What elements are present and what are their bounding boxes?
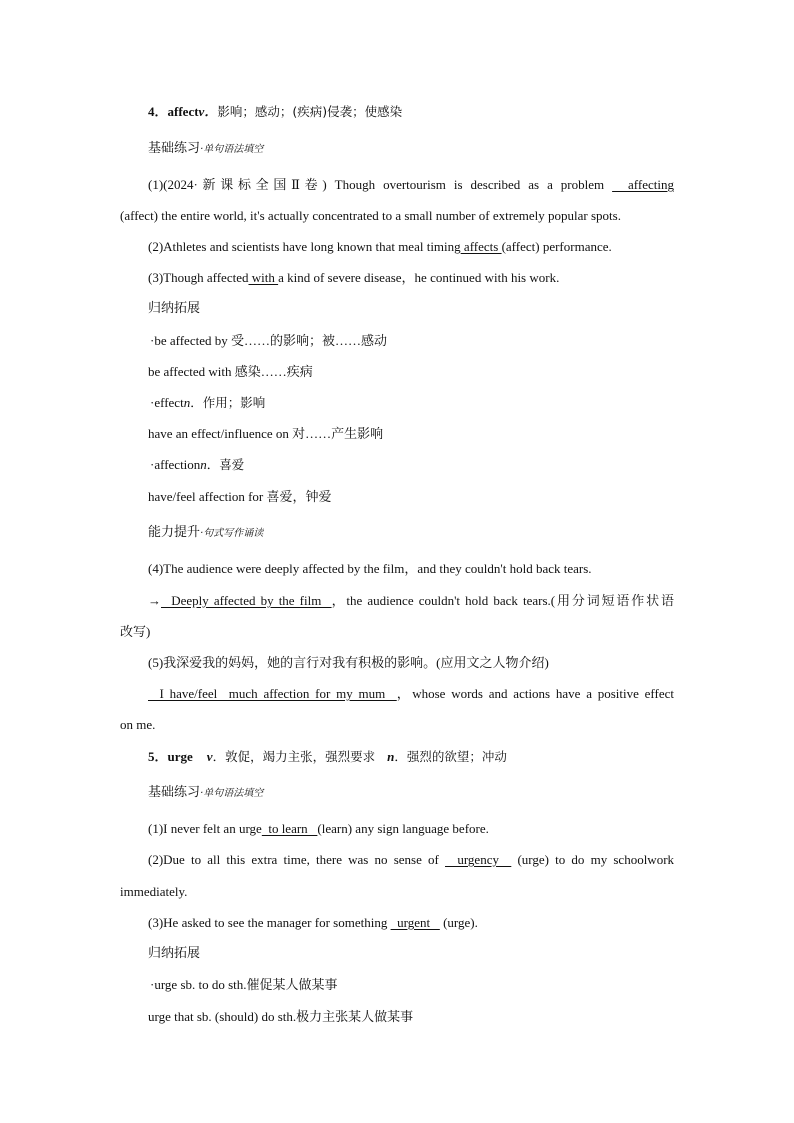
word-4-basic-label: 基础练习·单句语法填空 bbox=[148, 141, 264, 156]
word-5-q2-line2: immediately. bbox=[120, 884, 188, 899]
answer-blank: with bbox=[248, 270, 279, 285]
word-4-meaning: 影响；感动；(疾病)侵袭；使感染 bbox=[217, 104, 403, 119]
word-4-q4-rewrite-cont: 改写) bbox=[120, 624, 151, 639]
word-4-heading bbox=[148, 104, 402, 120]
word-4-q4: (4)The audience were deeply affected by the film，and they couldn't hold back tears. bbox=[148, 561, 592, 576]
word-4-expand-6: have/feel affection for 喜爱，钟爱 bbox=[148, 489, 332, 504]
word-5-q2-line1: (2)Due to all this extra time, there was no sense of urgency (urge) to do my schoolwork bbox=[148, 852, 675, 867]
word-4-expand-3: ·effectn．作用；影响 bbox=[150, 395, 266, 410]
word-4-q2: (2)Athletes and scientists have long known that meal timing affects (affect) performance. bbox=[148, 239, 612, 254]
answer-blank: urgency bbox=[445, 852, 512, 867]
word-4-expand-1: ·be affected by 受……的影响；被……感动 bbox=[150, 333, 387, 348]
word-5-expand-1: ·urge sb. to do sth.催促某人做某事 bbox=[150, 977, 338, 992]
word-4-expand-4: have an effect/influence on 对……产生影响 bbox=[148, 426, 384, 441]
word-4-q4-rewrite: → Deeply affected by the film ，the audience couldn't hold back tears.(用分词短语作状语 bbox=[148, 593, 674, 608]
word-4-q5: (5)我深爱我的妈妈，她的言行对我有积极的影响。(应用文之人物介绍) bbox=[148, 655, 549, 670]
answer-blank: affects bbox=[460, 239, 502, 254]
word-4-q3: (3)Though affected with a kind of severe disease，he continued with his work. bbox=[148, 270, 560, 285]
answer-blank: I have/feel much affection for my mum bbox=[148, 686, 397, 701]
answer-blank: urgent bbox=[390, 915, 440, 930]
word-4-q1-line2: (affect) the entire world, it's actually concentrated to a small number of extremely popular spots. bbox=[120, 208, 621, 223]
word-4-expand-5: ·affectionn．喜爱 bbox=[150, 457, 245, 472]
word-5-expand-2: urge that sb. (should) do sth.极力主张某人做某事 bbox=[148, 1009, 414, 1024]
word-5-basic-label: 基础练习·单句语法填空 bbox=[148, 785, 264, 800]
answer-blank: affecting bbox=[612, 177, 674, 192]
word-4-ability-label: 能力提升·句式写作诵读 bbox=[148, 525, 264, 540]
arrow-icon: → bbox=[148, 593, 161, 608]
word-4-pos: v． bbox=[198, 104, 218, 119]
word-5-heading: 5．urge v．敦促，竭力主张，强烈要求 n．强烈的欲望；冲动 bbox=[148, 749, 507, 764]
word-4-expand-label: 归纳拓展 bbox=[148, 301, 201, 316]
word-4-q5-answer-cont: on me. bbox=[120, 717, 156, 732]
word-5-headword: urge bbox=[167, 749, 193, 764]
word-4-headword: affect bbox=[167, 104, 199, 119]
word-4-expand-2: be affected with 感染……疾病 bbox=[148, 364, 313, 379]
word-4-number: 4． bbox=[148, 104, 168, 119]
word-5-expand-label: 归纳拓展 bbox=[148, 946, 201, 961]
word-5-q3: (3)He asked to see the manager for something urgent (urge). bbox=[148, 915, 478, 930]
word-4-q5-answer: I have/feel much affection for my mum ，whose words and actions have a positive effect bbox=[148, 686, 674, 701]
word-5-q1: (1)I never felt an urge to learn (learn) any sign language before. bbox=[148, 821, 489, 836]
word-5-number: 5． bbox=[148, 749, 168, 764]
answer-blank: to learn bbox=[261, 821, 318, 836]
word-4-q1-line1: (1)(2024·新课标全国Ⅱ卷) Though overtourism is described as a problem affecting bbox=[148, 177, 674, 192]
answer-blank: Deeply affected by the film bbox=[161, 593, 332, 608]
